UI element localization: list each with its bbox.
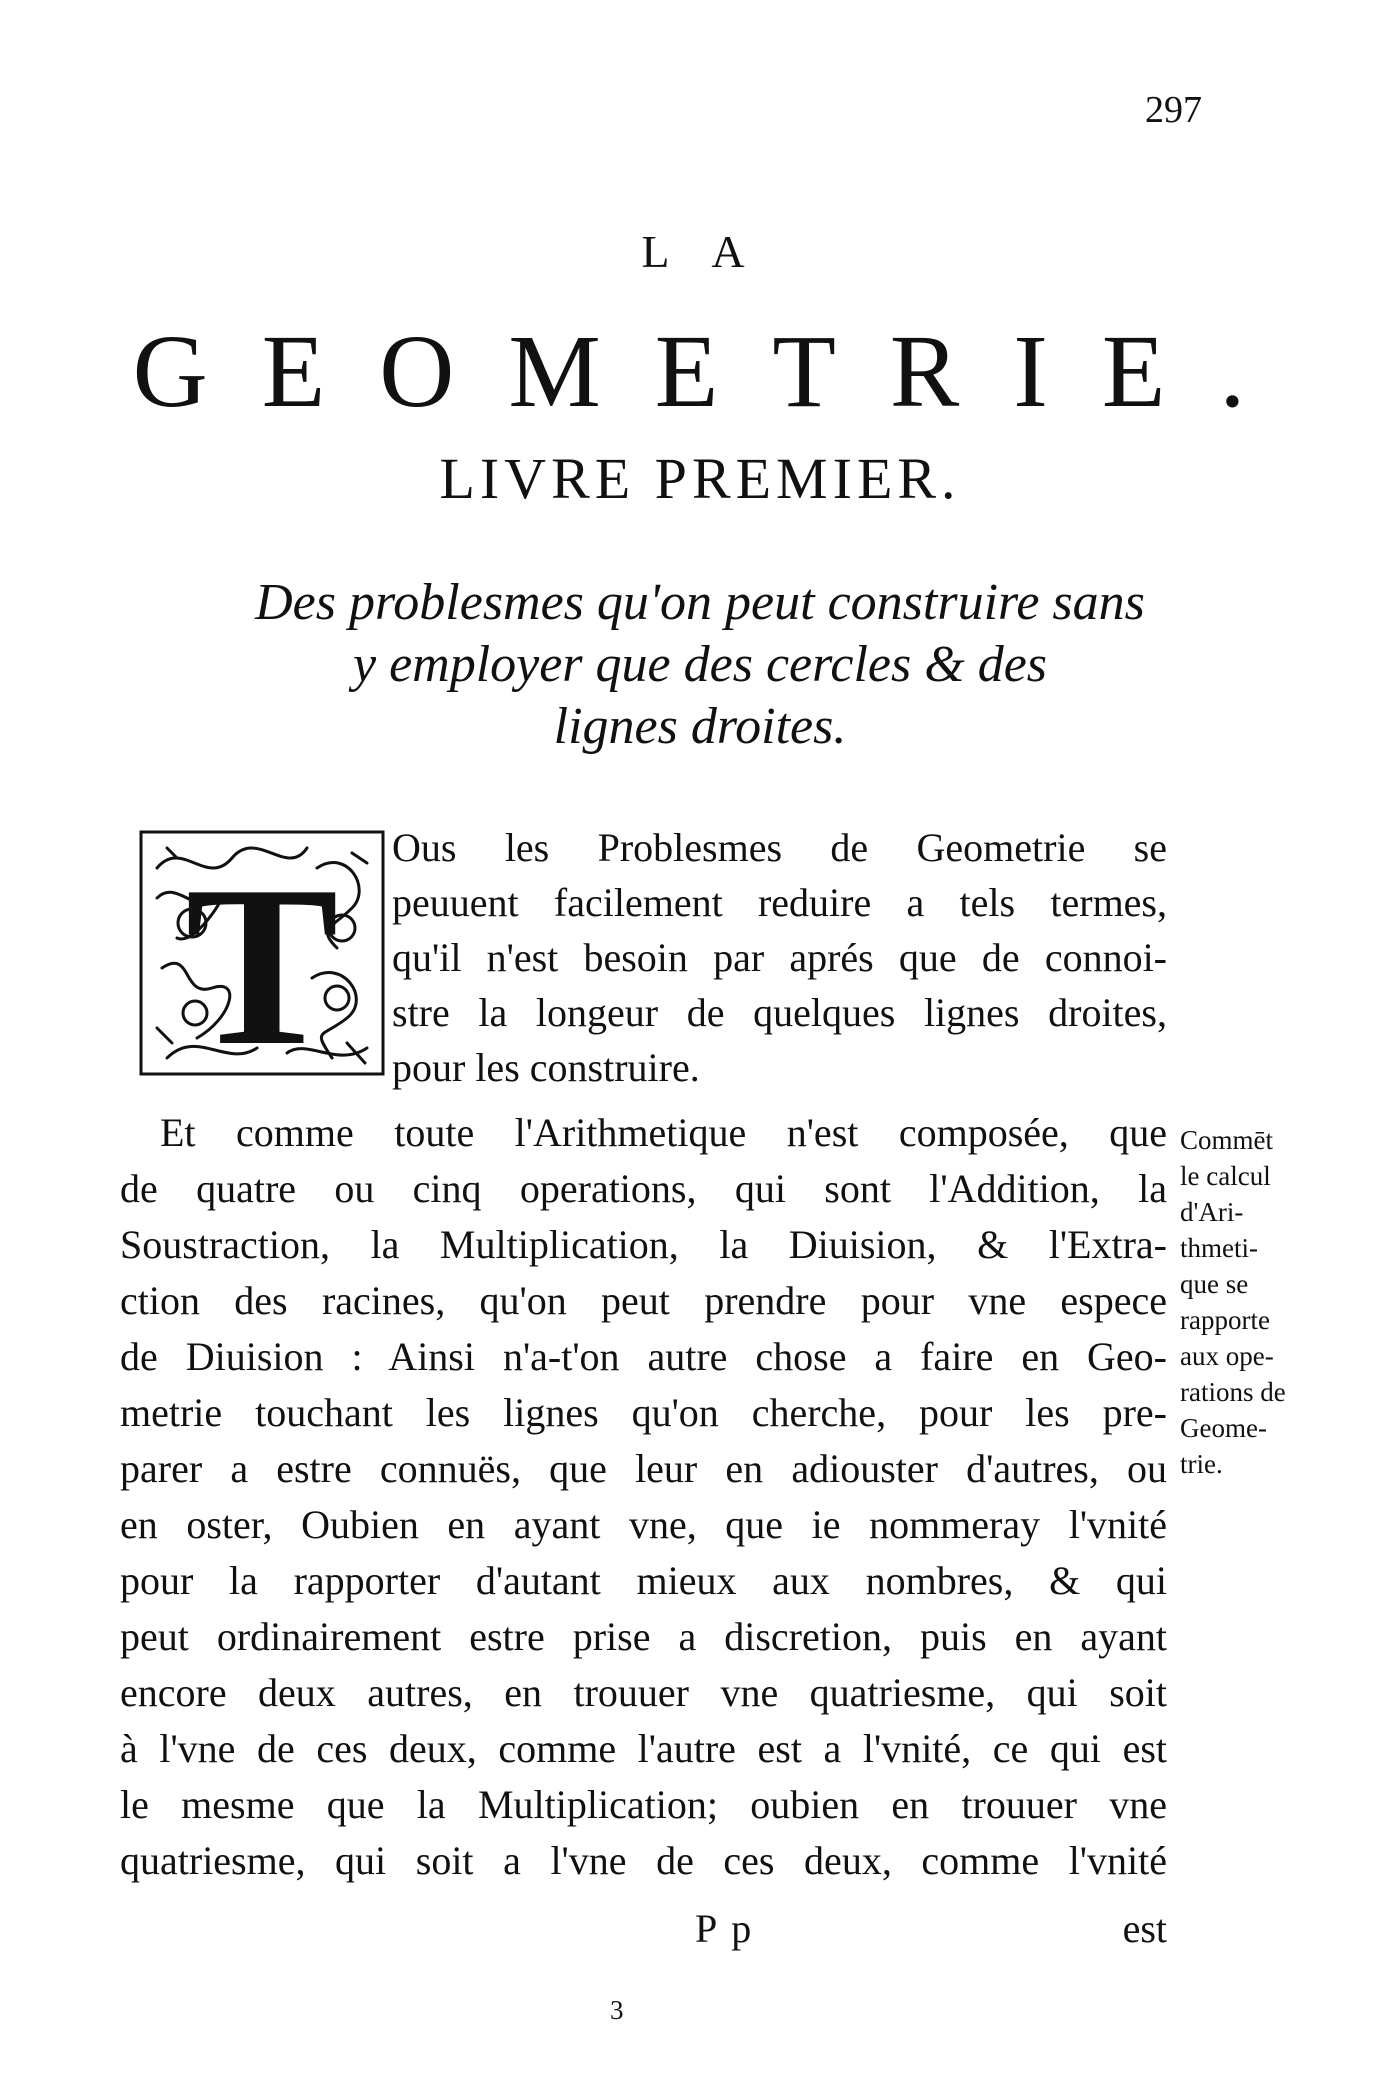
margin-note (1180, 1122, 1320, 1482)
drop-cap-letter: T (185, 838, 339, 1078)
text-line: pour les construire. (392, 1045, 700, 1090)
book-heading: LIVRE PREMIER. (439, 446, 961, 511)
text-line: à l'vne de ces deux, comme l'autre est a l'vnité, ce qui est (120, 1726, 1167, 1771)
margin-line: aux ope- (1180, 1341, 1274, 1371)
margin-line: rapporte (1180, 1305, 1270, 1335)
text-line: ction des racines, qu'on peut prendre pour vne espece (120, 1278, 1167, 1323)
text-line: le mesme que la Multiplication; oubien en trouuer vne (120, 1782, 1167, 1827)
section-subtitle (0, 572, 1400, 758)
text-line: metrie touchant les lignes qu'on cherche, pour les pre- (120, 1390, 1167, 1435)
footer-number: 3 (610, 1995, 624, 2025)
subtitle-line: lignes droites. (553, 698, 847, 755)
margin-line: thmeti- (1180, 1233, 1258, 1263)
text-line: de Diuision : Ainsi n'a-t'on autre chose a faire en Geo- (120, 1334, 1167, 1379)
margin-line: Commēt (1180, 1125, 1273, 1155)
text-line: en oster, Oubien en ayant vne, que ie nommeray l'vnité (120, 1502, 1167, 1547)
body-paragraph (120, 1105, 1167, 1889)
text-line: qu'il n'est besoin par aprés que de connoi- (392, 935, 1167, 980)
text-line: Soustraction, la Multiplication, la Diuision, & l'Extra- (120, 1222, 1167, 1267)
page-number: 297 (1145, 89, 1202, 131)
ornament-initial-icon (137, 828, 387, 1078)
subtitle-line: Des problesmes qu'on peut construire sans (255, 574, 1145, 631)
opening-paragraph (392, 820, 1167, 1095)
text-line: Ous les Problesmes de Geometrie se (392, 825, 1167, 870)
decorated-initial (137, 828, 387, 1078)
text-line: quatriesme, qui soit a l'vne de ces deux, comme l'vnité (120, 1838, 1167, 1883)
text-line: de quatre ou cinq operations, qui sont l'Addition, la (120, 1166, 1167, 1211)
subtitle-line: y employer que des cercles & des (352, 636, 1048, 693)
margin-line: rations de (1180, 1377, 1286, 1407)
text-line: stre la longeur de quelques lignes droites, (392, 990, 1167, 1035)
text-line: parer a estre connuës, que leur en adiouster d'autres, ou (120, 1446, 1167, 1491)
catchword: est (1122, 1906, 1167, 1951)
text-line: pour la rapporter d'autant mieux aux nombres, & qui (120, 1558, 1167, 1603)
text-line: encore deux autres, en trouuer vne quatriesme, qui soit (120, 1670, 1167, 1715)
margin-line: trie. (1180, 1449, 1223, 1479)
signature-mark: Pp (695, 1906, 766, 1951)
margin-line: d'Ari- (1180, 1197, 1244, 1227)
main-title: GEOMETRIE. (132, 314, 1300, 429)
margin-line: Geome- (1180, 1413, 1267, 1443)
text-line: peuuent facilement reduire a tels termes, (392, 880, 1167, 925)
margin-line: que se (1180, 1269, 1249, 1299)
article-title: LA (641, 226, 787, 277)
text-line: peut ordinairement estre prise a discretion, puis en ayant (120, 1614, 1167, 1659)
margin-line: le calcul (1180, 1161, 1271, 1191)
text-line: Et comme toute l'Arithmetique n'est composée, que (160, 1110, 1167, 1155)
